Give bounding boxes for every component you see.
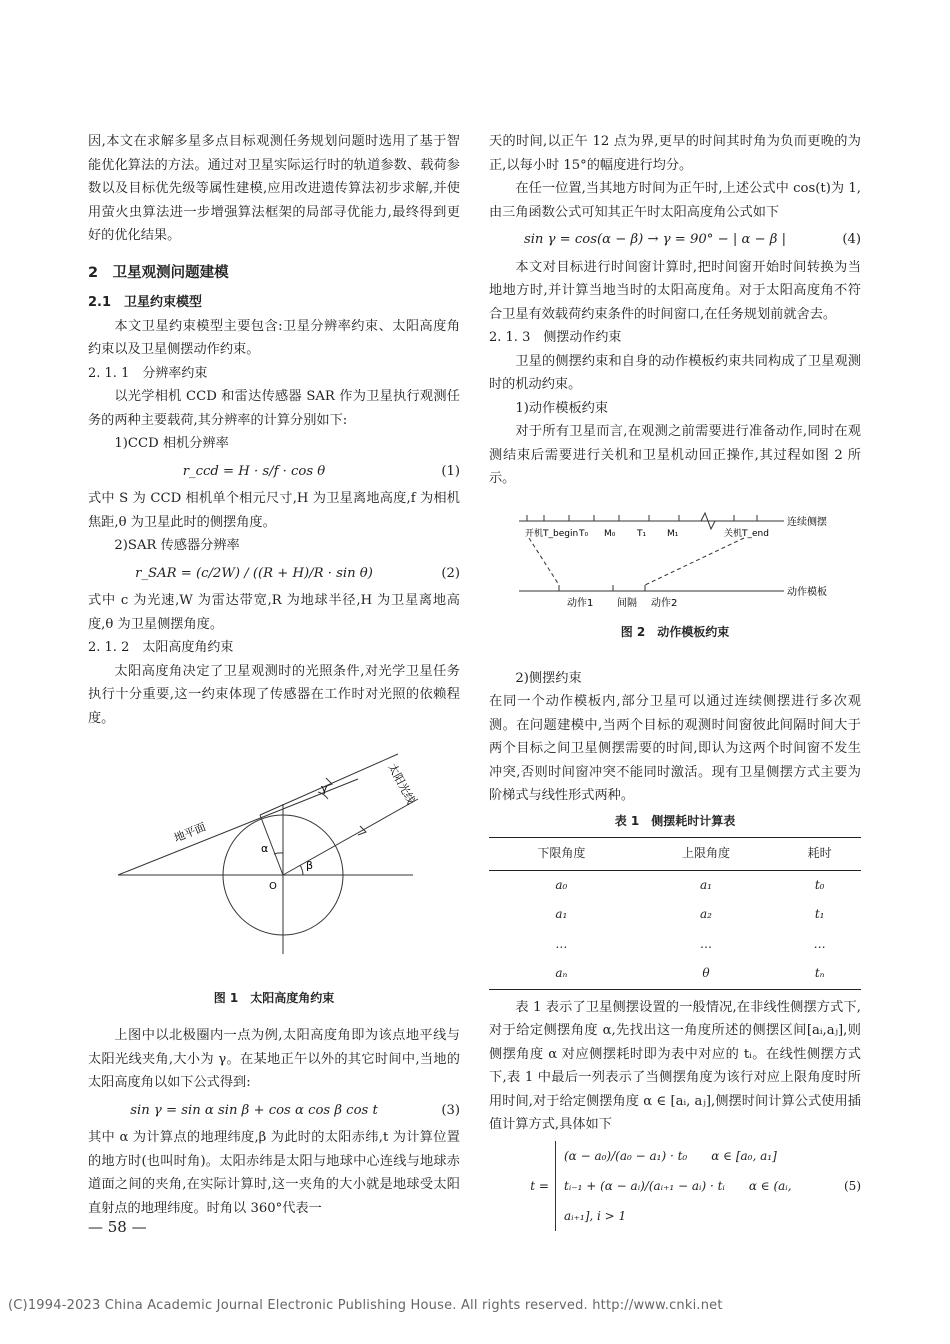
equation-5: [489, 1141, 861, 1231]
horizon-label: 地平面: [172, 820, 208, 845]
paragraph: 表 1 表示了卫星侧摆设置的一般情况,在非线性侧摆方式下,对于给定侧摆角度 α,先找出这一角度所述的侧摆区间[aᵢ,aⱼ],则侧摆角度 α 对应侧摆耗时即为表中对应的 tᵢ。在线性侧摆方式下,表 1 中最后一列表示了当侧摆角度为该行对应上限角度时所用时间,对于给定侧摆角度 α ∈ [aᵢ, aⱼ],侧摆时间计算公式使用插值计算方式,具体如下: [489, 999, 861, 1132]
paragraph: 上图中以北极圈内一点为例,太阳高度角即为该点地平线与太阳光线夹角,大小为 γ。在某地正午以外的其它时间中,当地的太阳高度角以如下公式得到:: [88, 1028, 460, 1090]
right-column: [489, 130, 861, 1235]
table-cell: tₙ: [778, 959, 861, 989]
equation-number: (4): [842, 232, 861, 247]
table-row: [489, 930, 861, 960]
table-cell: a₂: [700, 907, 712, 921]
table-1: [489, 837, 861, 990]
sun-ray-lower: [283, 799, 418, 875]
equation-cases: [555, 1141, 821, 1231]
equation-body: r_ccd = H · s/f · cos θ: [182, 463, 326, 479]
origin-label: O: [269, 881, 277, 892]
table-caption: 表 1 侧摆耗时计算表: [614, 813, 736, 828]
figure-1: [88, 744, 460, 1010]
equation-body: sin γ = sin α sin β + cos α cos β cos t: [130, 1102, 378, 1118]
paragraph: 因,本文在求解多星多点目标观测任务规划问题时选用了基于智能优化算法的方法。通过对卫星实际运行时的轨道参数、载荷参数以及目标优先级等属性建模,应用改进遗传算法初步求解,并使用萤火虫算法进一步增强算法框架的局部寻优能力,最终得到更好的优化结果。: [88, 134, 460, 243]
action2-label: 动作2: [651, 597, 678, 609]
list-item: 1)动作模板约束: [515, 400, 609, 416]
m1-label: M₁: [667, 528, 679, 539]
page-number: — 58 —: [88, 1218, 147, 1236]
table-cell: a₁: [700, 877, 712, 892]
paragraph: 式中 S 为 CCD 相机单个相元尺寸,H 为卫星离地高度,f 为相机焦距,θ 为卫星此时的侧摆角度。: [88, 491, 460, 530]
timeline-ticks: [527, 515, 757, 521]
alpha-arc: [274, 853, 283, 854]
t0-label: T₀: [579, 528, 589, 539]
beta-label: β: [306, 859, 314, 872]
figure-caption: 图 1 太阳高度角约束: [213, 990, 335, 1005]
gamma-label: γ: [321, 782, 328, 795]
equation-number: (1): [441, 463, 460, 479]
table-header: 上限角度: [634, 838, 779, 871]
table-row: [489, 959, 861, 989]
paragraph: 以光学相机 CCD 和雷达传感器 SAR 作为卫星执行观测任务的两种主要载荷,其分辨率的计算分别如下:: [88, 389, 460, 428]
table-row: [489, 900, 861, 930]
sunlight-label: 太阳光线: [385, 761, 418, 807]
paragraph: 式中 c 为光速,W 为雷达带宽,R 为地球半径,H 为卫星离地高度,θ 为卫星侧摆角度。: [88, 593, 460, 632]
m0-label: M₀: [604, 528, 616, 539]
equation-case: (α − a₀)/(a₀ − a₁) · t₀ α ∈ [a₀, a₁]: [564, 1148, 777, 1163]
equation-case: tᵢ₋₁ + (α − aᵢ)/(aᵢ₊₁ − aᵢ) · tᵢ α ∈ (aᵢ, aᵢ₊₁], i > 1: [564, 1178, 792, 1223]
sun-ray-upper: [260, 754, 398, 815]
t-begin-label: 开机T_begin: [525, 528, 579, 539]
paragraph: 本文对目标进行时间窗计算时,把时间窗开始时间转换为当地地方时,并计算当地当时的太阳高度角。对于太阳高度角不符合卫星有效载荷约束条件的时间窗口,在任务规划前就舍去。: [489, 259, 861, 322]
copyright-footer: (C)1994-2023 China Academic Journal Electronic Publishing House. All rights reserved. http://www.cnki.net: [8, 1298, 723, 1313]
table-cell: a₀: [555, 877, 568, 892]
list-item: 2)侧摆约束: [515, 670, 582, 686]
paragraph: 本文卫星约束模型主要包含:卫星分辨率约束、太阳高度角约束以及卫星侧摆动作约束。: [88, 318, 460, 357]
template-ticks: [559, 585, 645, 591]
equation-number: (5): [844, 1178, 861, 1193]
equation-body: r_SAR = (c/2W) / ((R + H)/R · sin θ): [135, 565, 373, 581]
table-row: [489, 870, 861, 900]
equation-lhs: t =: [530, 1178, 549, 1193]
paragraph: 卫星的侧摆约束和自身的动作模板约束共同构成了卫星观测时的机动约束。: [489, 353, 861, 392]
subsubsection-heading: 2. 1. 2 太阳高度角约束: [88, 640, 234, 655]
equation-number: (3): [441, 1102, 460, 1118]
paragraph: 对于所有卫星而言,在观测之前需要进行准备动作,同时在观测结束后需要进行关机和卫星机动回正操作,其过程如图 2 所示。: [489, 424, 861, 486]
left-column: [88, 130, 460, 1220]
dashed-link: [645, 538, 744, 585]
action-template-diagram: [489, 503, 861, 613]
paragraph: 天的时间,以正午 12 点为界,更早的时间其时角为负而更晚的为正,以每小时 15°的幅度进行均分。: [489, 134, 861, 173]
list-item: 1)CCD 相机分辨率: [114, 436, 229, 451]
t1-label: T₁: [637, 528, 647, 539]
equation-4: [489, 228, 861, 252]
table-header: 下限角度: [489, 838, 634, 871]
table-cell: t₀: [814, 877, 825, 892]
interval-label: 间隔: [617, 597, 637, 609]
paragraph: 在同一个动作模板内,部分卫星可以通过连续侧摆进行多次观测。在问题建模中,当两个目标的观测时间窗彼此间隔时间大于两个目标之间卫星侧摆需要的时间,即认为这两个时间窗不发生冲突,否则时间窗冲突不能同时激活。现有卫星侧摆方式主要为阶梯式与线性形式两种。: [489, 694, 861, 803]
subsubsection-heading: 2. 1. 3 侧摆动作约束: [489, 330, 622, 345]
alpha-label: α: [261, 842, 269, 855]
paragraph: 在任一位置,当其地方时间为正午时,上述公式中 cos(t)为 1,由三角函数公式可知其正午时太阳高度角公式如下: [489, 181, 861, 220]
dashed-link: [529, 538, 559, 585]
table-cell: t₁: [814, 907, 825, 921]
table-cell: aₙ: [489, 959, 634, 989]
equation-1: [88, 460, 460, 484]
template-label: 动作模板: [787, 586, 827, 598]
table-cell: θ: [634, 959, 779, 989]
paragraph: 太阳高度角决定了卫星观测时的光照条件,对光学卫星任务执行十分重要,这一约束体现了传感器在工作时对光照的依赖程度。: [88, 663, 460, 726]
table-header: 耗时: [778, 838, 861, 871]
figure-caption: 图 2 动作模板约束: [620, 625, 730, 639]
section-heading: 2 卫星观测问题建模: [88, 264, 229, 281]
table-cell: a₁: [555, 907, 568, 921]
equation-body: sin γ = cos(α − β) → γ = 90° − | α − β |: [523, 232, 787, 247]
table-cell: …: [699, 936, 712, 951]
list-item: 2)SAR 传感器分辨率: [114, 538, 240, 553]
figure-2: [489, 503, 861, 645]
continuous-label: 连续侧摆: [787, 516, 827, 528]
solar-altitude-diagram: [88, 744, 460, 984]
equation-2: [88, 562, 460, 586]
table-cell: …: [813, 936, 826, 951]
equation-3: [88, 1099, 460, 1123]
beta-arc: [300, 865, 303, 875]
table-cell: …: [555, 936, 568, 951]
subsubsection-heading: 2. 1. 1 分辨率约束: [88, 365, 208, 381]
subsection-heading: 2.1 卫星约束模型: [88, 295, 203, 310]
action1-label: 动作1: [567, 597, 594, 609]
t-end-label: 关机T_end: [724, 528, 769, 539]
equation-number: (2): [441, 565, 460, 581]
paragraph: 其中 α 为计算点的地理纬度,β 为此时的太阳赤纬,t 为计算位置的地方时(也叫时角)。太阳赤纬是太阳与地球中心连线与地球赤道面之间的夹角,在实际计算时,这一夹角的大小就是地球受太阳直射点的地理纬度。时角以 360°代表一: [88, 1130, 460, 1216]
